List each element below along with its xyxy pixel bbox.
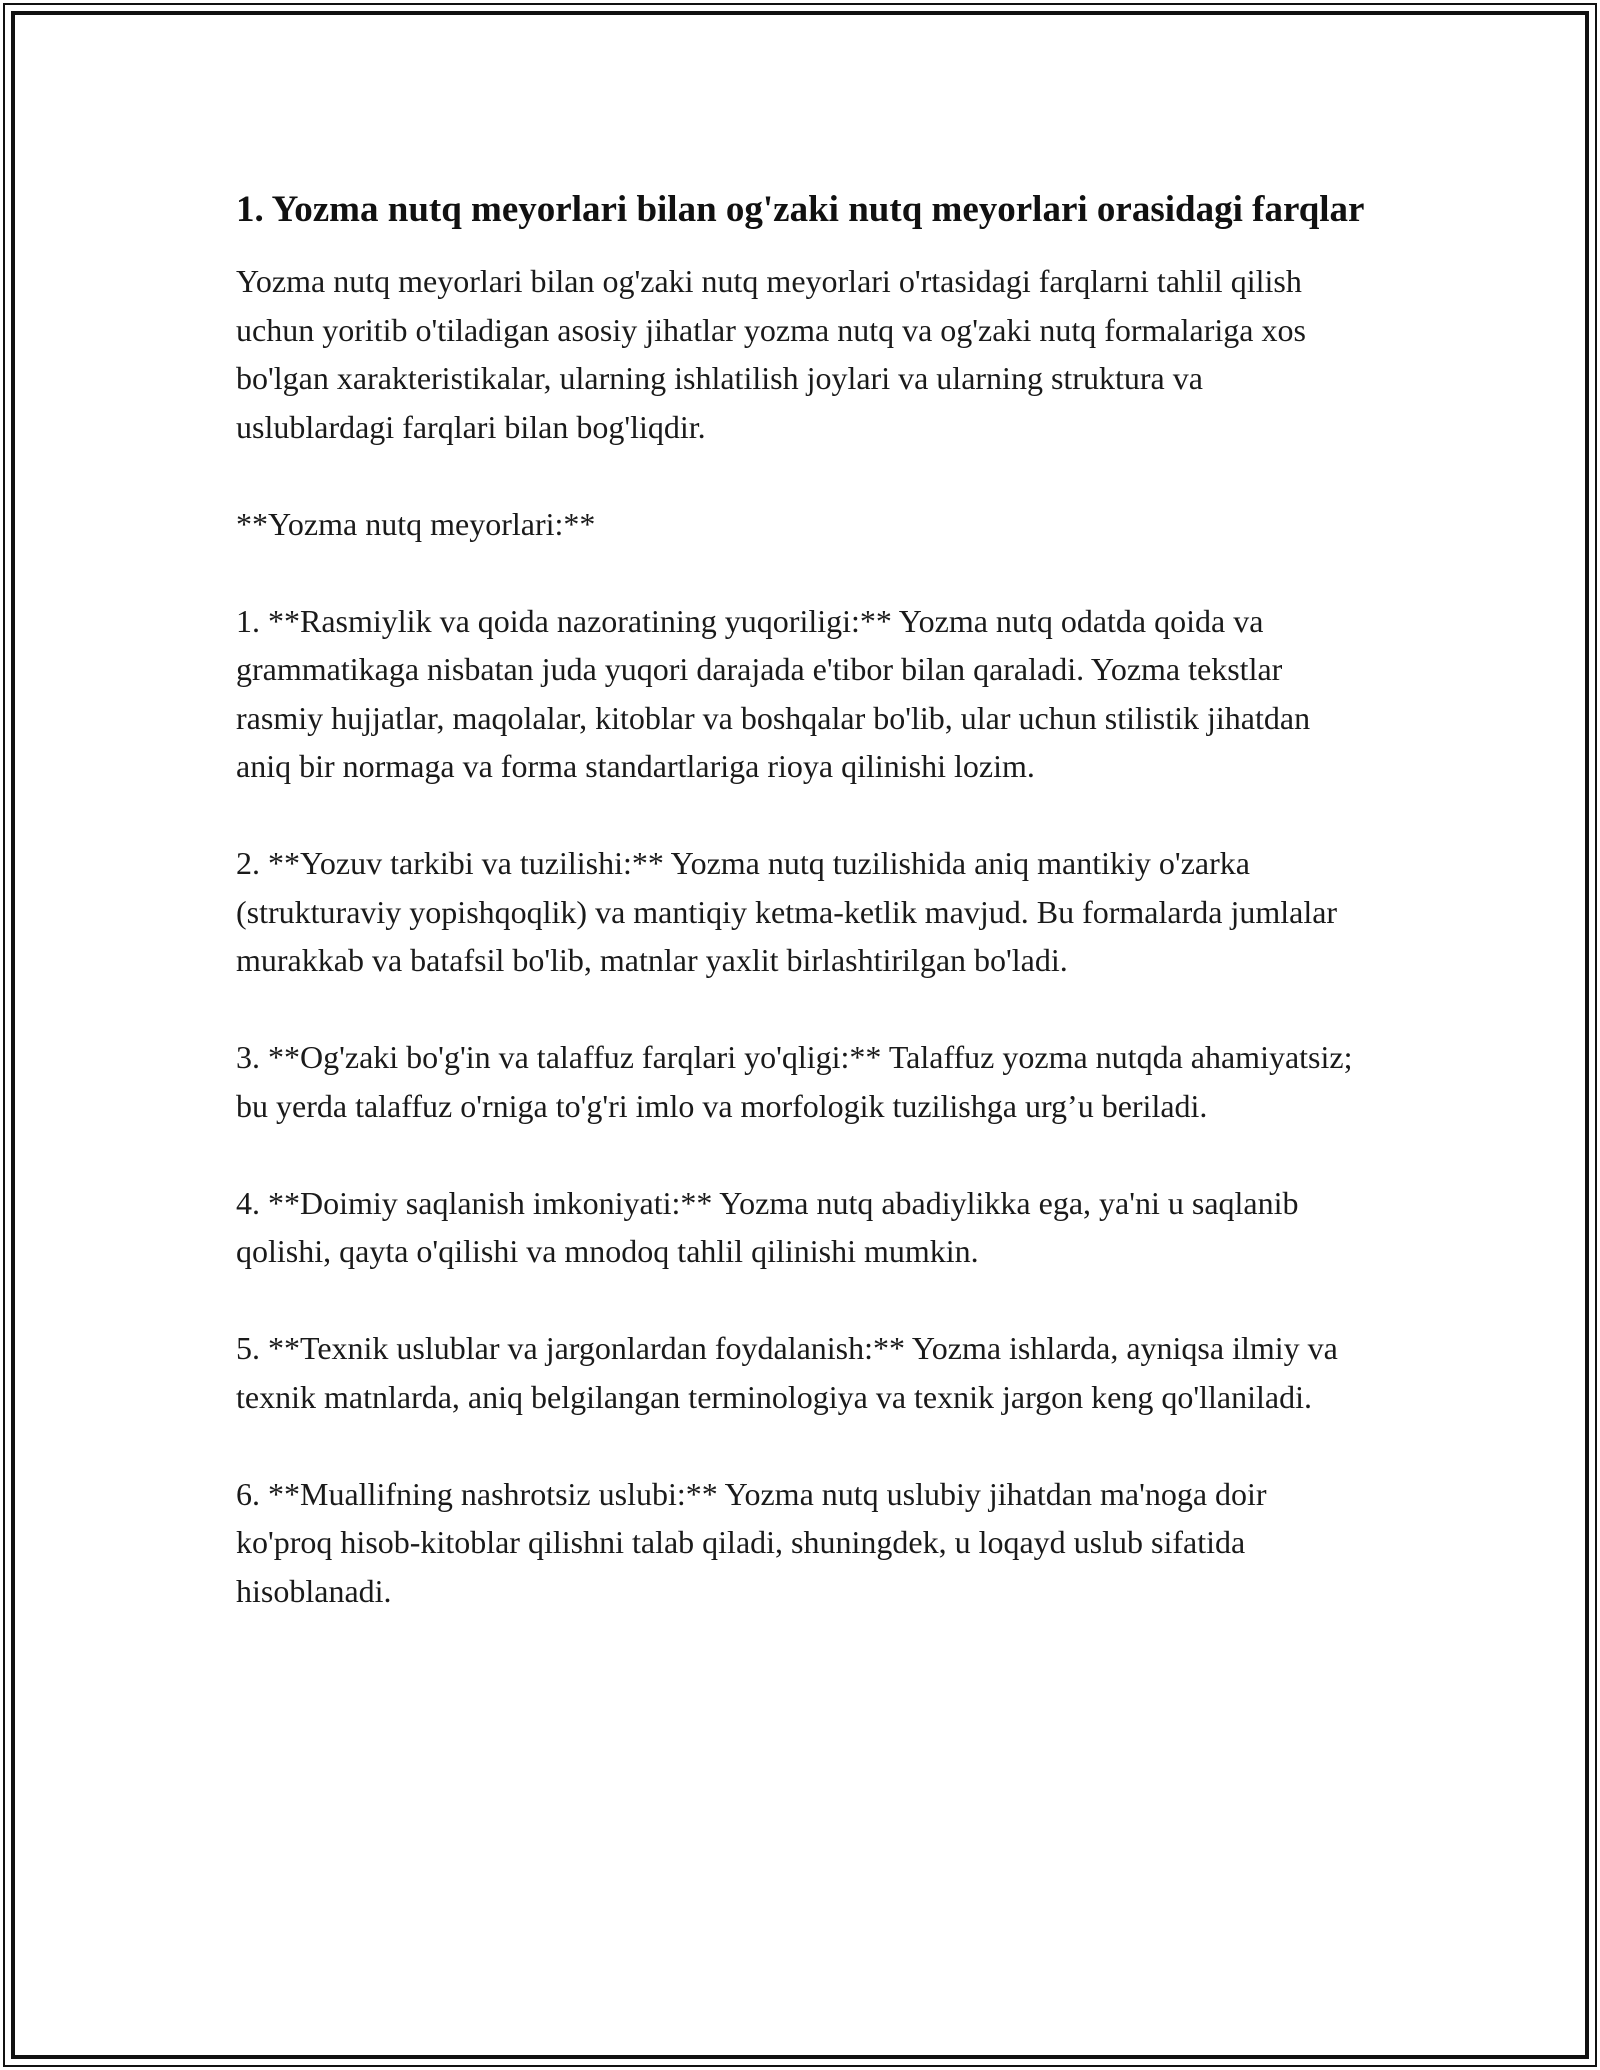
list-item: 6. **Muallifning nashrotsiz uslubi:** Yozma nutq uslubiy jihatdan ma'noga doir ko'proq hisob-kitoblar qilishni talab qiladi, shuningdek, u loqayd uslub sifatida hisoblanadi. xyxy=(236,1475,1267,1609)
intro-paragraph: Yozma nutq meyorlari bilan og'zaki nutq meyorlari o'rtasidagi farqlarni tahlil qilish uchun yoritib o'tiladigan asosiy jihatlar yozma nutq va og'zaki nutq formalariga xos bo'lgan xarakteristikalar, ularning ishlatilish joylari va ularning struktura va uslublardagi farqlari bilan bog'liqdir. xyxy=(236,263,1306,445)
document-body xyxy=(236,182,1366,1664)
list-item: 3. **Og'zaki bo'g'in va talaffuz farqlari yo'qligi:** Talaffuz yozma nutqda ahamiyatsiz; bu yerda talaffuz o'rniga to'g'ri imlo va morfologik tuzilishga urg’u beriladi. xyxy=(236,1039,1353,1124)
document-title: 1. Yozma nutq meyorlari bilan og'zaki nutq meyorlari orasidagi farqlar xyxy=(236,189,1365,230)
list-item: 1. **Rasmiylik va qoida nazoratining yuqoriligi:** Yozma nutq odatda qoida va grammatikaga nisbatan juda yuqori darajada e'tibor bilan qaraladi. Yozma tekstlar rasmiy hujjatlar, maqolalar, kitoblar va boshqalar bo'lib, ular uchun stilistik jihatdan aniq bir normaga va forma standartlariga rioya qilinishi lozim. xyxy=(236,602,1311,784)
section-heading: **Yozma nutq meyorlari:** xyxy=(236,505,596,542)
list-item: 5. **Texnik uslublar va jargonlardan foydalanish:** Yozma ishlarda, ayniqsa ilmiy va texnik matnlarda, aniq belgilangan terminologiya va texnik jargon keng qo'llaniladi. xyxy=(236,1330,1338,1415)
list-item: 4. **Doimiy saqlanish imkoniyati:** Yozma nutq abadiylikka ega, ya'ni u saqlanib qolishi, qayta o'qilishi va mnodoq tahlil qilinishi mumkin. xyxy=(236,1184,1299,1269)
list-item: 2. **Yozuv tarkibi va tuzilishi:** Yozma nutq tuzilishida aniq mantikiy o'zarka (strukturaviy yopishqoqlik) va mantiqiy ketma-ketlik mavjud. Bu formalarda jumlalar murakkab va batafsil bo'lib, matnlar yaxlit birlashtirilgan bo'ladi. xyxy=(236,845,1338,978)
